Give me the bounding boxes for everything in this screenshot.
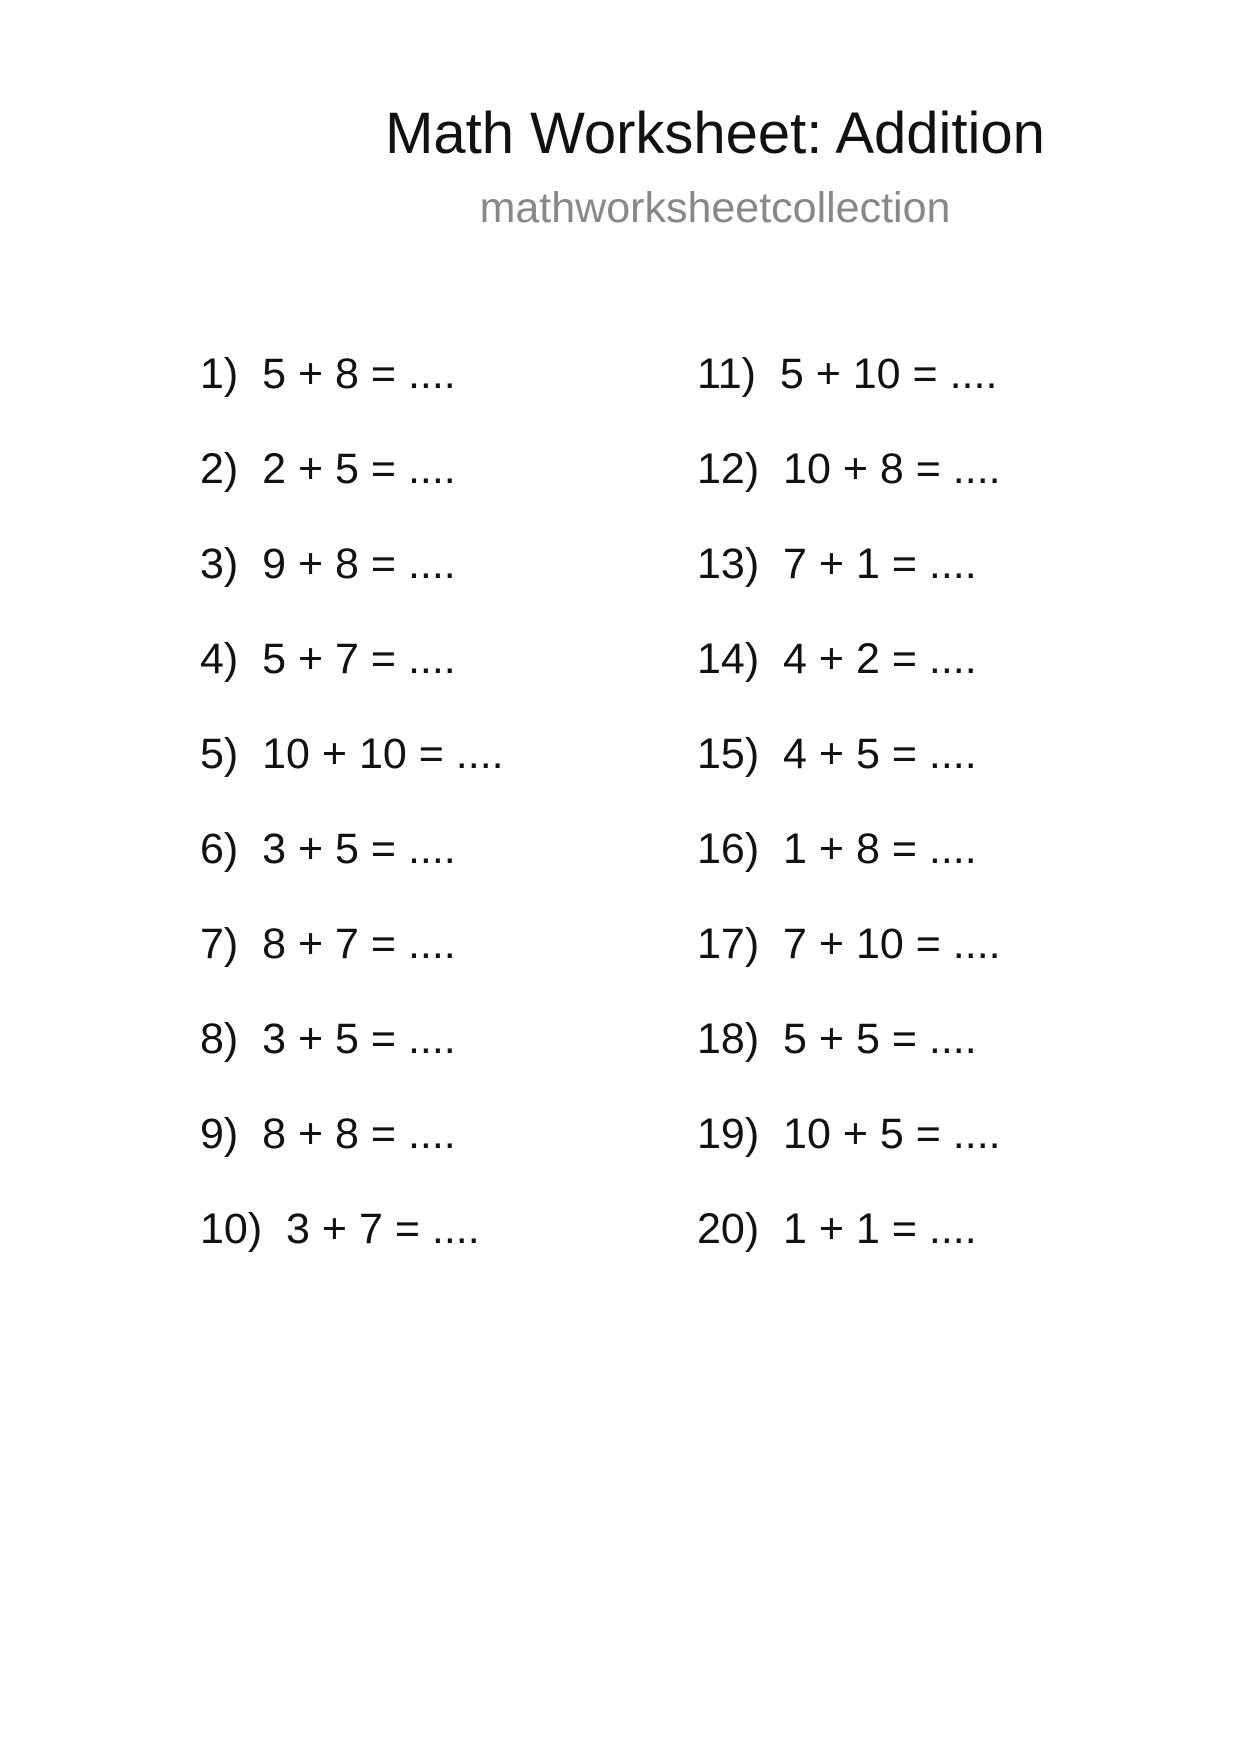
problem-13: 13) 7 + 1 = .... <box>697 540 977 588</box>
problem-2: 2) 2 + 5 = .... <box>200 445 456 493</box>
problem-9: 9) 8 + 8 = .... <box>200 1110 456 1158</box>
problem-10: 10) 3 + 7 = .... <box>200 1205 480 1253</box>
problem-7: 7) 8 + 7 = .... <box>200 920 456 968</box>
problem-14: 14) 4 + 2 = .... <box>697 635 977 683</box>
left-problem-column <box>200 348 504 1298</box>
right-problem-column <box>697 348 1001 1298</box>
problem-5: 5) 10 + 10 = .... <box>200 730 504 778</box>
problem-11: 11) 5 + 10 = .... <box>697 350 998 398</box>
problem-18: 18) 5 + 5 = .... <box>697 1015 977 1063</box>
problem-19: 19) 10 + 5 = .... <box>697 1110 1001 1158</box>
problem-16: 16) 1 + 8 = .... <box>697 825 977 873</box>
worksheet-title: Math Worksheet: Addition <box>385 101 1045 166</box>
problem-15: 15) 4 + 5 = .... <box>697 730 977 778</box>
problem-3: 3) 9 + 8 = .... <box>200 540 456 588</box>
problem-8: 8) 3 + 5 = .... <box>200 1015 456 1063</box>
worksheet-subtitle: mathworksheetcollection <box>479 184 951 232</box>
problem-6: 6) 3 + 5 = .... <box>200 825 456 873</box>
problem-20: 20) 1 + 1 = .... <box>697 1205 977 1253</box>
problem-4: 4) 5 + 7 = .... <box>200 635 456 683</box>
problem-17: 17) 7 + 10 = .... <box>697 920 1001 968</box>
problem-1: 1) 5 + 8 = .... <box>200 350 456 398</box>
problem-12: 12) 10 + 8 = .... <box>697 445 1001 493</box>
